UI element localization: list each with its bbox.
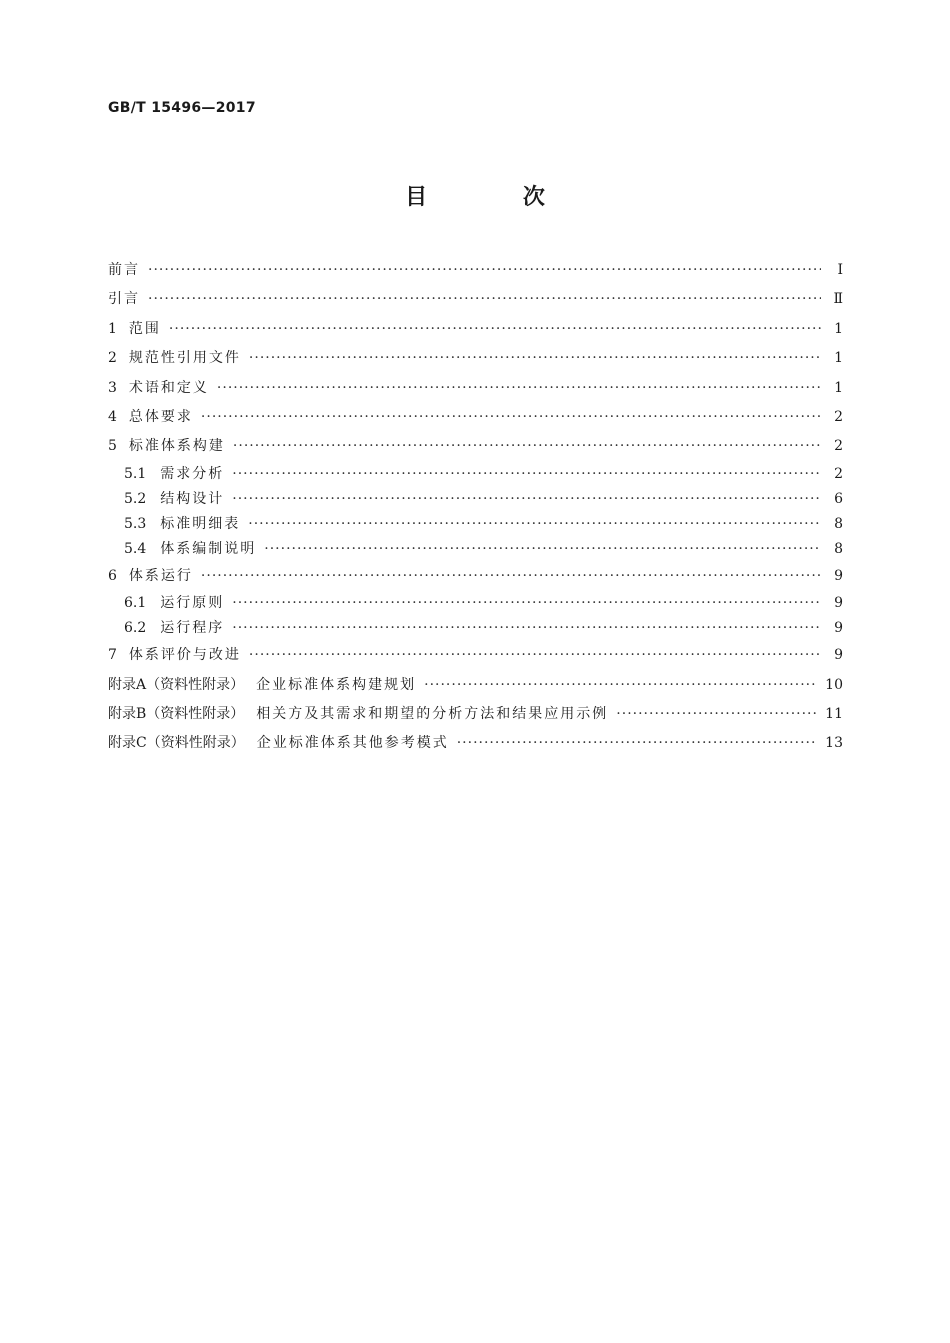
toc-entry-page: 1 — [834, 320, 843, 337]
toc-entry-3[interactable] — [108, 374, 843, 403]
toc-entry-5-3[interactable] — [108, 512, 843, 537]
toc-entry-number: 6.1 — [124, 595, 147, 612]
toc-entry-number: 5.2 — [124, 490, 147, 507]
toc-leader-dots — [148, 285, 821, 314]
toc-entry-6[interactable] — [108, 562, 843, 591]
toc-entry-6-2[interactable] — [108, 616, 843, 641]
toc-entry-label: 相关方及其需求和期望的分析方法和结果应用示例 — [256, 705, 609, 722]
toc-entry-number: 5.1 — [124, 465, 147, 482]
toc-entry-label: 企业标准体系构建规划 — [256, 676, 417, 693]
toc-leader-dots — [424, 671, 817, 700]
toc-entry-label: 体系编制说明 — [160, 540, 257, 557]
toc-entry-number: 7 — [108, 647, 117, 664]
toc-entry-page: 6 — [834, 490, 843, 507]
toc-entry-page: 2 — [834, 408, 843, 425]
toc-entry-number: 附录B（资料性附录） — [108, 705, 245, 722]
toc-entry-label: 标准体系构建 — [128, 438, 225, 455]
toc-entry-label: 体系评价与改进 — [128, 647, 241, 664]
toc-entry-page: 8 — [834, 540, 843, 557]
toc-entry-page: 13 — [825, 735, 843, 752]
toc-entry-page: 2 — [834, 465, 843, 482]
toc-leader-dots — [264, 537, 821, 562]
toc-entry-6-1[interactable] — [108, 591, 843, 616]
toc-leader-dots — [232, 591, 821, 616]
toc-entry-page: 9 — [834, 595, 843, 612]
toc-entry-label: 标准明细表 — [160, 515, 241, 532]
toc-leader-dots — [457, 729, 817, 758]
toc-entry-page: 9 — [834, 567, 843, 584]
toc-leader-dots — [169, 315, 821, 344]
toc-entry-foreword[interactable] — [108, 256, 843, 285]
toc-entry-page: 2 — [834, 438, 843, 455]
toc-leader-dots — [232, 487, 821, 512]
toc-entry-4[interactable] — [108, 403, 843, 432]
page-title: 目 次 — [405, 185, 589, 210]
toc-entry-appendix-b[interactable] — [108, 700, 843, 729]
toc-entry-appendix-a[interactable] — [108, 671, 843, 700]
toc-entry-label: 企业标准体系其他参考模式 — [256, 735, 449, 752]
toc-entry-page: 9 — [834, 620, 843, 637]
toc-leader-dots — [232, 616, 821, 641]
toc-leader-dots — [217, 374, 821, 403]
toc-entry-page: 1 — [834, 379, 843, 396]
toc-entry-label: 结构设计 — [160, 490, 225, 507]
toc-entry-number: 6 — [108, 567, 117, 584]
toc-entry-number: 附录A（资料性附录） — [108, 676, 245, 693]
toc-entry-page: 11 — [825, 705, 843, 722]
toc-entry-5[interactable] — [108, 432, 843, 461]
toc-leader-dots — [148, 256, 821, 285]
toc-entry-label: 术语和定义 — [128, 379, 209, 396]
toc-leader-dots — [616, 700, 817, 729]
toc-entry-label: 运行原则 — [160, 595, 225, 612]
toc-entry-number: 5 — [108, 438, 117, 455]
toc-entry-number: 3 — [108, 379, 117, 396]
toc-leader-dots — [201, 403, 821, 432]
toc-entry-number: 6.2 — [124, 620, 147, 637]
toc-entry-number: 5.4 — [124, 540, 147, 557]
toc-entry-page: Ⅱ — [833, 291, 843, 308]
toc-entry-2[interactable] — [108, 344, 843, 373]
toc-entry-number: 4 — [108, 408, 117, 425]
standard-code: GB/T 15496—2017 — [108, 100, 256, 116]
toc-entry-1[interactable] — [108, 315, 843, 344]
toc-entry-5-2[interactable] — [108, 487, 843, 512]
toc-entry-label: 引言 — [108, 291, 140, 308]
toc-entry-label: 运行程序 — [160, 620, 225, 637]
toc-entry-page: 10 — [825, 676, 843, 693]
toc-entry-appendix-c[interactable] — [108, 729, 843, 758]
toc-leader-dots — [233, 432, 821, 461]
toc-entry-page: 1 — [834, 350, 843, 367]
toc-entry-label: 体系运行 — [128, 567, 193, 584]
toc-entry-introduction[interactable] — [108, 285, 843, 314]
toc-entry-label: 总体要求 — [128, 408, 193, 425]
toc-entry-page: 9 — [834, 647, 843, 664]
toc-entry-label: 范围 — [128, 320, 161, 337]
toc-entry-label: 前言 — [108, 262, 140, 278]
toc-entry-number: 2 — [108, 350, 117, 367]
toc-leader-dots — [249, 344, 821, 373]
toc-entry-page: Ⅰ — [837, 262, 843, 278]
toc-leader-dots — [248, 512, 821, 537]
toc-leader-dots — [249, 641, 821, 670]
toc-entry-number: 1 — [108, 320, 117, 337]
toc-leader-dots — [232, 462, 821, 487]
toc-entry-page: 8 — [834, 515, 843, 532]
toc-entry-label: 规范性引用文件 — [128, 350, 241, 367]
toc-entry-7[interactable] — [108, 641, 843, 670]
toc-entry-5-1[interactable] — [108, 462, 843, 487]
toc-leader-dots — [201, 562, 821, 591]
toc-entry-number: 5.3 — [124, 515, 147, 532]
toc-entry-number: 附录C（资料性附录） — [108, 735, 245, 752]
table-of-contents — [108, 256, 843, 759]
toc-entry-5-4[interactable] — [108, 537, 843, 562]
toc-entry-label: 需求分析 — [160, 465, 225, 482]
